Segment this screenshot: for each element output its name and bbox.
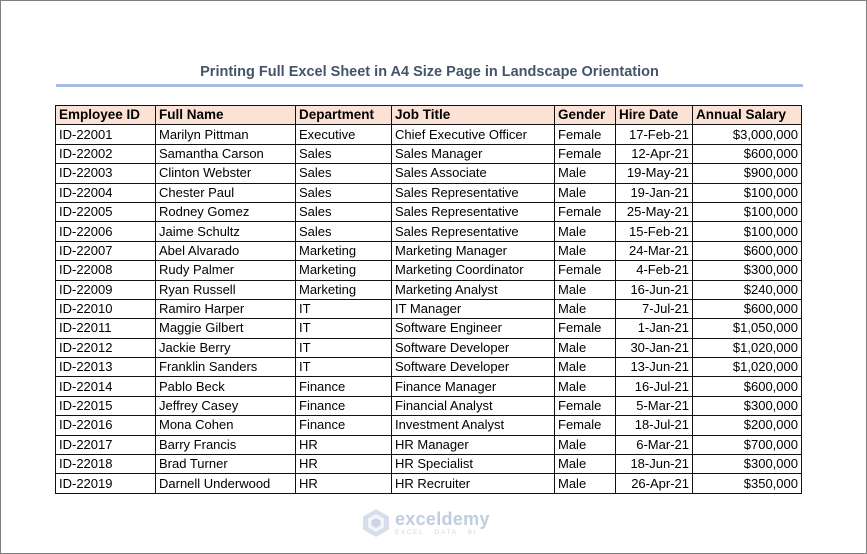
table-cell: $600,000 (693, 377, 802, 396)
table-cell: $3,000,000 (693, 125, 802, 144)
table-cell: $350,000 (693, 474, 802, 493)
table-row (56, 261, 802, 280)
table-cell: Male (555, 377, 616, 396)
table-cell: Jeffrey Casey (156, 396, 296, 415)
table-cell: Male (555, 183, 616, 202)
table-row (56, 416, 802, 435)
table-cell: Female (555, 416, 616, 435)
table-cell: Male (555, 299, 616, 318)
table-cell: Brad Turner (156, 455, 296, 474)
table-cell: ID-22012 (56, 338, 156, 357)
table-row (56, 435, 802, 454)
column-header: Full Name (156, 106, 296, 125)
table-cell: Sales Representative (392, 202, 555, 221)
table-cell: 12-Apr-21 (616, 144, 693, 163)
table-cell: $1,050,000 (693, 319, 802, 338)
table-cell: Marilyn Pittman (156, 125, 296, 144)
table-row (56, 338, 802, 357)
table-cell: 24-Mar-21 (616, 241, 693, 260)
table-cell: 19-Jan-21 (616, 183, 693, 202)
table-cell: HR Specialist (392, 455, 555, 474)
table-cell: 15-Feb-21 (616, 222, 693, 241)
table-cell: Male (555, 474, 616, 493)
table-row (56, 299, 802, 318)
table-cell: HR Manager (392, 435, 555, 454)
table-cell: 25-May-21 (616, 202, 693, 221)
table-cell: 30-Jan-21 (616, 338, 693, 357)
table-row (56, 222, 802, 241)
table-cell: Marketing Coordinator (392, 261, 555, 280)
table-cell: ID-22003 (56, 164, 156, 183)
table-cell: Sales (296, 144, 392, 163)
column-header: Department (296, 106, 392, 125)
table-cell: ID-22004 (56, 183, 156, 202)
table-cell: 18-Jul-21 (616, 416, 693, 435)
table-cell: ID-22017 (56, 435, 156, 454)
table-cell: ID-22018 (56, 455, 156, 474)
table-cell: ID-22007 (56, 241, 156, 260)
table-cell: Marketing Manager (392, 241, 555, 260)
table-cell: ID-22006 (56, 222, 156, 241)
table-cell: Marketing Analyst (392, 280, 555, 299)
table-cell: Pablo Beck (156, 377, 296, 396)
table-header-row (56, 106, 802, 125)
table-cell: Sales Representative (392, 222, 555, 241)
table-cell: Male (555, 222, 616, 241)
table-cell: Sales Representative (392, 183, 555, 202)
watermark-tagline: EXCEL · DATA · BI (395, 528, 477, 536)
table-cell: 6-Mar-21 (616, 435, 693, 454)
table-cell: Sales (296, 202, 392, 221)
table-body (56, 125, 802, 493)
table-cell: ID-22015 (56, 396, 156, 415)
table-cell: Male (555, 241, 616, 260)
table-cell: $240,000 (693, 280, 802, 299)
table-cell: $100,000 (693, 183, 802, 202)
table-row (56, 241, 802, 260)
table-cell: IT Manager (392, 299, 555, 318)
table-cell: Jackie Berry (156, 338, 296, 357)
table-cell: Clinton Webster (156, 164, 296, 183)
table-cell: Male (555, 455, 616, 474)
table-cell: Finance Manager (392, 377, 555, 396)
table-cell: ID-22001 (56, 125, 156, 144)
table-cell: Abel Alvarado (156, 241, 296, 260)
table-cell: 26-Apr-21 (616, 474, 693, 493)
column-header: Job Title (392, 106, 555, 125)
table-cell: ID-22002 (56, 144, 156, 163)
table-cell: $200,000 (693, 416, 802, 435)
column-header: Hire Date (616, 106, 693, 125)
table-cell: Marketing (296, 261, 392, 280)
table-cell: Male (555, 358, 616, 377)
table-cell: Finance (296, 416, 392, 435)
table-cell: Chester Paul (156, 183, 296, 202)
table-cell: $300,000 (693, 396, 802, 415)
table-cell: Male (555, 338, 616, 357)
table-cell: IT (296, 299, 392, 318)
table-row (56, 125, 802, 144)
table-cell: HR (296, 474, 392, 493)
table-cell: ID-22013 (56, 358, 156, 377)
table-cell: Franklin Sanders (156, 358, 296, 377)
table-cell: HR Recruiter (392, 474, 555, 493)
table-cell: ID-22010 (56, 299, 156, 318)
exceldemy-watermark (362, 507, 490, 539)
table-cell: Financial Analyst (392, 396, 555, 415)
table-cell: Female (555, 396, 616, 415)
table-row (56, 280, 802, 299)
table-cell: 7-Jul-21 (616, 299, 693, 318)
table-cell: 18-Jun-21 (616, 455, 693, 474)
table-cell: Finance (296, 377, 392, 396)
table-cell: ID-22014 (56, 377, 156, 396)
table-row (56, 474, 802, 493)
table-cell: Female (555, 125, 616, 144)
table-cell: ID-22019 (56, 474, 156, 493)
table-cell: Ramiro Harper (156, 299, 296, 318)
table-cell: ID-22011 (56, 319, 156, 338)
table-cell: Male (555, 164, 616, 183)
table-cell: $1,020,000 (693, 358, 802, 377)
table-row (56, 396, 802, 415)
table-row (56, 377, 802, 396)
table-cell: Software Developer (392, 338, 555, 357)
table-cell: Maggie Gilbert (156, 319, 296, 338)
table-cell: Female (555, 202, 616, 221)
sheet-title: Printing Full Excel Sheet in A4 Size Page in Landscape Orientation (200, 64, 659, 80)
table-cell: 1-Jan-21 (616, 319, 693, 338)
title-underline (56, 84, 803, 87)
table-cell: Rodney Gomez (156, 202, 296, 221)
table-row (56, 319, 802, 338)
table-cell: $100,000 (693, 222, 802, 241)
table-cell: $600,000 (693, 299, 802, 318)
table-cell: Jaime Schultz (156, 222, 296, 241)
table-row (56, 202, 802, 221)
table-cell: HR (296, 435, 392, 454)
table-row (56, 183, 802, 202)
table-row (56, 144, 802, 163)
table-cell: Female (555, 319, 616, 338)
exceldemy-logo-icon (362, 508, 390, 538)
table-cell: Female (555, 261, 616, 280)
table-cell: Investment Analyst (392, 416, 555, 435)
table-cell: Executive (296, 125, 392, 144)
table-cell: ID-22009 (56, 280, 156, 299)
table-cell: Sales (296, 183, 392, 202)
table-cell: Barry Francis (156, 435, 296, 454)
table-cell: ID-22005 (56, 202, 156, 221)
table-cell: 16-Jun-21 (616, 280, 693, 299)
column-header: Annual Salary (693, 106, 802, 125)
column-header: Employee ID (56, 106, 156, 125)
table-cell: Male (555, 280, 616, 299)
table-cell: $300,000 (693, 455, 802, 474)
table-cell: IT (296, 319, 392, 338)
table-cell: $600,000 (693, 144, 802, 163)
table-cell: 17-Feb-21 (616, 125, 693, 144)
table-cell: Ryan Russell (156, 280, 296, 299)
table-cell: Sales Manager (392, 144, 555, 163)
table-cell: Finance (296, 396, 392, 415)
table-cell: Sales (296, 164, 392, 183)
column-header: Gender (555, 106, 616, 125)
table-cell: HR (296, 455, 392, 474)
table-cell: 13-Jun-21 (616, 358, 693, 377)
watermark-name: exceldemy (395, 508, 490, 529)
table-cell: IT (296, 358, 392, 377)
table-row (56, 164, 802, 183)
table-cell: Female (555, 144, 616, 163)
table-cell: $300,000 (693, 261, 802, 280)
table-cell: $600,000 (693, 241, 802, 260)
table-cell: $900,000 (693, 164, 802, 183)
table-cell: Marketing (296, 241, 392, 260)
table-row (56, 358, 802, 377)
table-cell: 19-May-21 (616, 164, 693, 183)
table-cell: Software Developer (392, 358, 555, 377)
table-cell: Marketing (296, 280, 392, 299)
table-cell: 4-Feb-21 (616, 261, 693, 280)
table-cell: Sales Associate (392, 164, 555, 183)
table-cell: IT (296, 338, 392, 357)
table-cell: Sales (296, 222, 392, 241)
table-row (56, 455, 802, 474)
table-cell: 16-Jul-21 (616, 377, 693, 396)
table-cell: ID-22008 (56, 261, 156, 280)
table-cell: Chief Executive Officer (392, 125, 555, 144)
table-cell: Rudy Palmer (156, 261, 296, 280)
table-cell: $1,020,000 (693, 338, 802, 357)
table-cell: 5-Mar-21 (616, 396, 693, 415)
table-cell: Male (555, 435, 616, 454)
table-cell: Mona Cohen (156, 416, 296, 435)
employee-table (55, 105, 802, 494)
table-cell: $100,000 (693, 202, 802, 221)
table-cell: ID-22016 (56, 416, 156, 435)
table-cell: Software Engineer (392, 319, 555, 338)
table-cell: Samantha Carson (156, 144, 296, 163)
table-cell: $700,000 (693, 435, 802, 454)
table-cell: Darnell Underwood (156, 474, 296, 493)
